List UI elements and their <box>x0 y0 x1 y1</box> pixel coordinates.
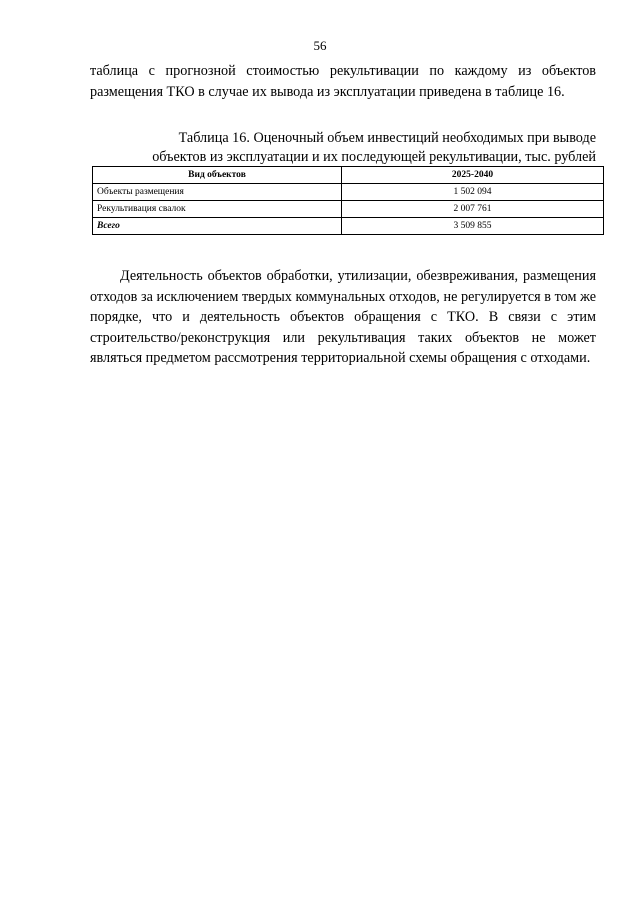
total-value: 3 509 855 <box>342 218 604 235</box>
body-paragraph: Деятельность объектов обработки, утилизации, обезвреживания, размещения отходов за исключением твердых коммунальных отходов, не регулируется в том же порядке, что и деятельность объектов обращения с ТКО. В связи с этим строительство/реконструкция или рекультивация таких объектов не может являться предметом рассмотрения территориальной схемы обращения с отходами. <box>90 268 596 366</box>
header-object-type: Вид объектов <box>93 167 342 184</box>
table-caption-line-1: Таблица 16. Оценочный объем инвестиций необходимых при выводе <box>178 130 596 146</box>
table-row <box>93 184 604 201</box>
table-caption-line-2: объектов из эксплуатации и их последующей рекультивации, тыс. рублей <box>152 148 596 165</box>
row-value: 2 007 761 <box>342 201 604 218</box>
page-number: 56 <box>313 38 327 53</box>
table-total-row <box>93 218 604 235</box>
header-period: 2025-2040 <box>342 167 604 184</box>
row-name: Объекты размещения <box>93 184 342 201</box>
table-row <box>93 201 604 218</box>
row-value: 1 502 094 <box>342 184 604 201</box>
row-name: Рекультивация свалок <box>93 201 342 218</box>
investment-table <box>92 166 604 235</box>
intro-paragraph: таблица с прогнозной стоимостью рекультивации по каждому из объектов размещения ТКО в случае их вывода из эксплуатации приведена в таблице 16. <box>90 63 596 100</box>
total-label: Всего <box>93 218 342 235</box>
table-caption <box>90 129 596 166</box>
table-header-row <box>93 167 604 184</box>
